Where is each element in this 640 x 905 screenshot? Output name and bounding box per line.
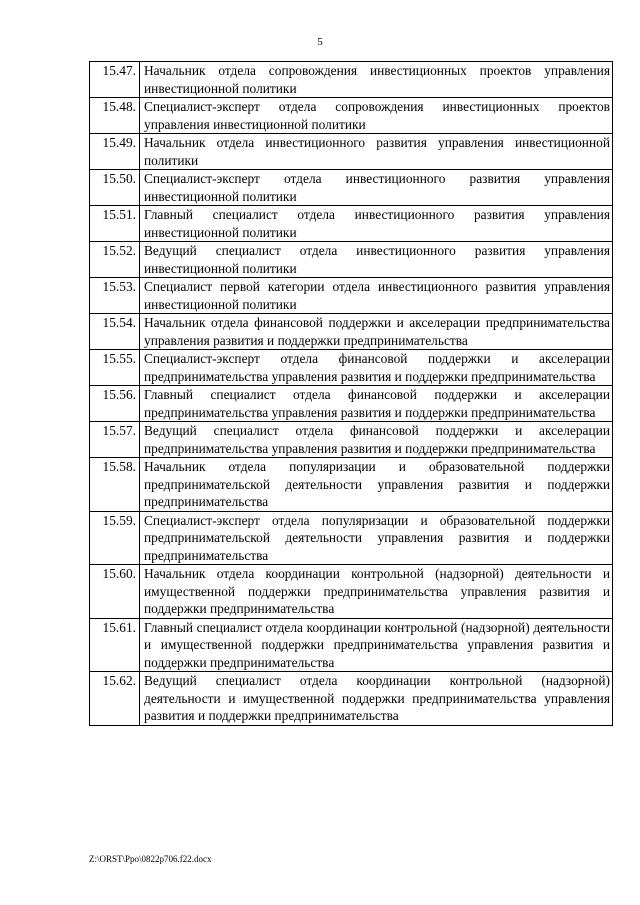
position-title: Специалист-эксперт отдела финансовой поддержки и акселерации предпринимательства управления развития и поддержки предпринимательства [140, 350, 613, 386]
row-number: 15.58. [90, 458, 140, 512]
position-title: Начальник отдела сопровождения инвестиционных проектов управления инвестиционной политики [140, 62, 613, 98]
page-number: 5 [317, 36, 323, 48]
position-title: Главный специалист отдела координации контрольной (надзорной) деятельности и имущественной поддержки предпринимательства управления развития и поддержки предпринимательства [140, 618, 613, 672]
position-title: Специалист первой категории отдела инвестиционного развития управления инвестиционной политики [140, 278, 613, 314]
position-title: Начальник отдела финансовой поддержки и акселерации предпринимательства управления развития и поддержки предпринимательства [140, 314, 613, 350]
position-title: Специалист-эксперт отдела инвестиционного развития управления инвестиционной политики [140, 170, 613, 206]
row-number: 15.51. [90, 206, 140, 242]
row-number: 15.56. [90, 386, 140, 422]
table-row [90, 134, 613, 170]
table-row [90, 62, 613, 98]
table-row [90, 170, 613, 206]
table-row [90, 511, 613, 565]
row-number: 15.52. [90, 242, 140, 278]
row-number: 15.62. [90, 672, 140, 726]
row-number: 15.49. [90, 134, 140, 170]
row-number: 15.54. [90, 314, 140, 350]
table-row [90, 98, 613, 134]
table-row [90, 618, 613, 672]
row-number: 15.50. [90, 170, 140, 206]
position-title: Начальник отдела координации контрольной (надзорной) деятельности и имущественной поддержки предпринимательства управления развития и поддержки предпринимательства [140, 565, 613, 619]
position-title: Ведущий специалист отдела инвестиционного развития управления инвестиционной политики [140, 242, 613, 278]
position-title: Специалист-эксперт отдела сопровождения инвестиционных проектов управления инвестиционной политики [140, 98, 613, 134]
table-row [90, 386, 613, 422]
position-title: Специалист-эксперт отдела популяризации и образовательной поддержки предпринимательской деятельности управления развития и поддержки предпринимательства [140, 511, 613, 565]
table-row [90, 314, 613, 350]
row-number: 15.53. [90, 278, 140, 314]
table-row [90, 672, 613, 726]
table-row [90, 242, 613, 278]
row-number: 15.48. [90, 98, 140, 134]
table-row [90, 350, 613, 386]
table-row [90, 278, 613, 314]
table-row [90, 458, 613, 512]
row-number: 15.55. [90, 350, 140, 386]
position-title: Начальник отдела популяризации и образовательной поддержки предпринимательской деятельности управления развития и поддержки предпринимательства [140, 458, 613, 512]
position-title: Начальник отдела инвестиционного развития управления инвестиционной политики [140, 134, 613, 170]
file-path-footer: Z:\ORST\Ppo\0822p706.f22.docx [89, 854, 212, 864]
row-number: 15.47. [90, 62, 140, 98]
position-title: Ведущий специалист отдела финансовой поддержки и акселерации предпринимательства управления развития и поддержки предпринимательства [140, 422, 613, 458]
row-number: 15.61. [90, 618, 140, 672]
table-row [90, 206, 613, 242]
position-title: Главный специалист отдела финансовой поддержки и акселерации предпринимательства управления развития и поддержки предпринимательства [140, 386, 613, 422]
table-row [90, 422, 613, 458]
position-title: Главный специалист отдела инвестиционного развития управления инвестиционной политики [140, 206, 613, 242]
positions-table-body [90, 62, 613, 726]
row-number: 15.59. [90, 511, 140, 565]
positions-table [89, 61, 613, 726]
row-number: 15.57. [90, 422, 140, 458]
table-row [90, 565, 613, 619]
position-title: Ведущий специалист отдела координации контрольной (надзорной) деятельности и имущественной поддержки предпринимательства управления развития и поддержки предпринимательства [140, 672, 613, 726]
row-number: 15.60. [90, 565, 140, 619]
